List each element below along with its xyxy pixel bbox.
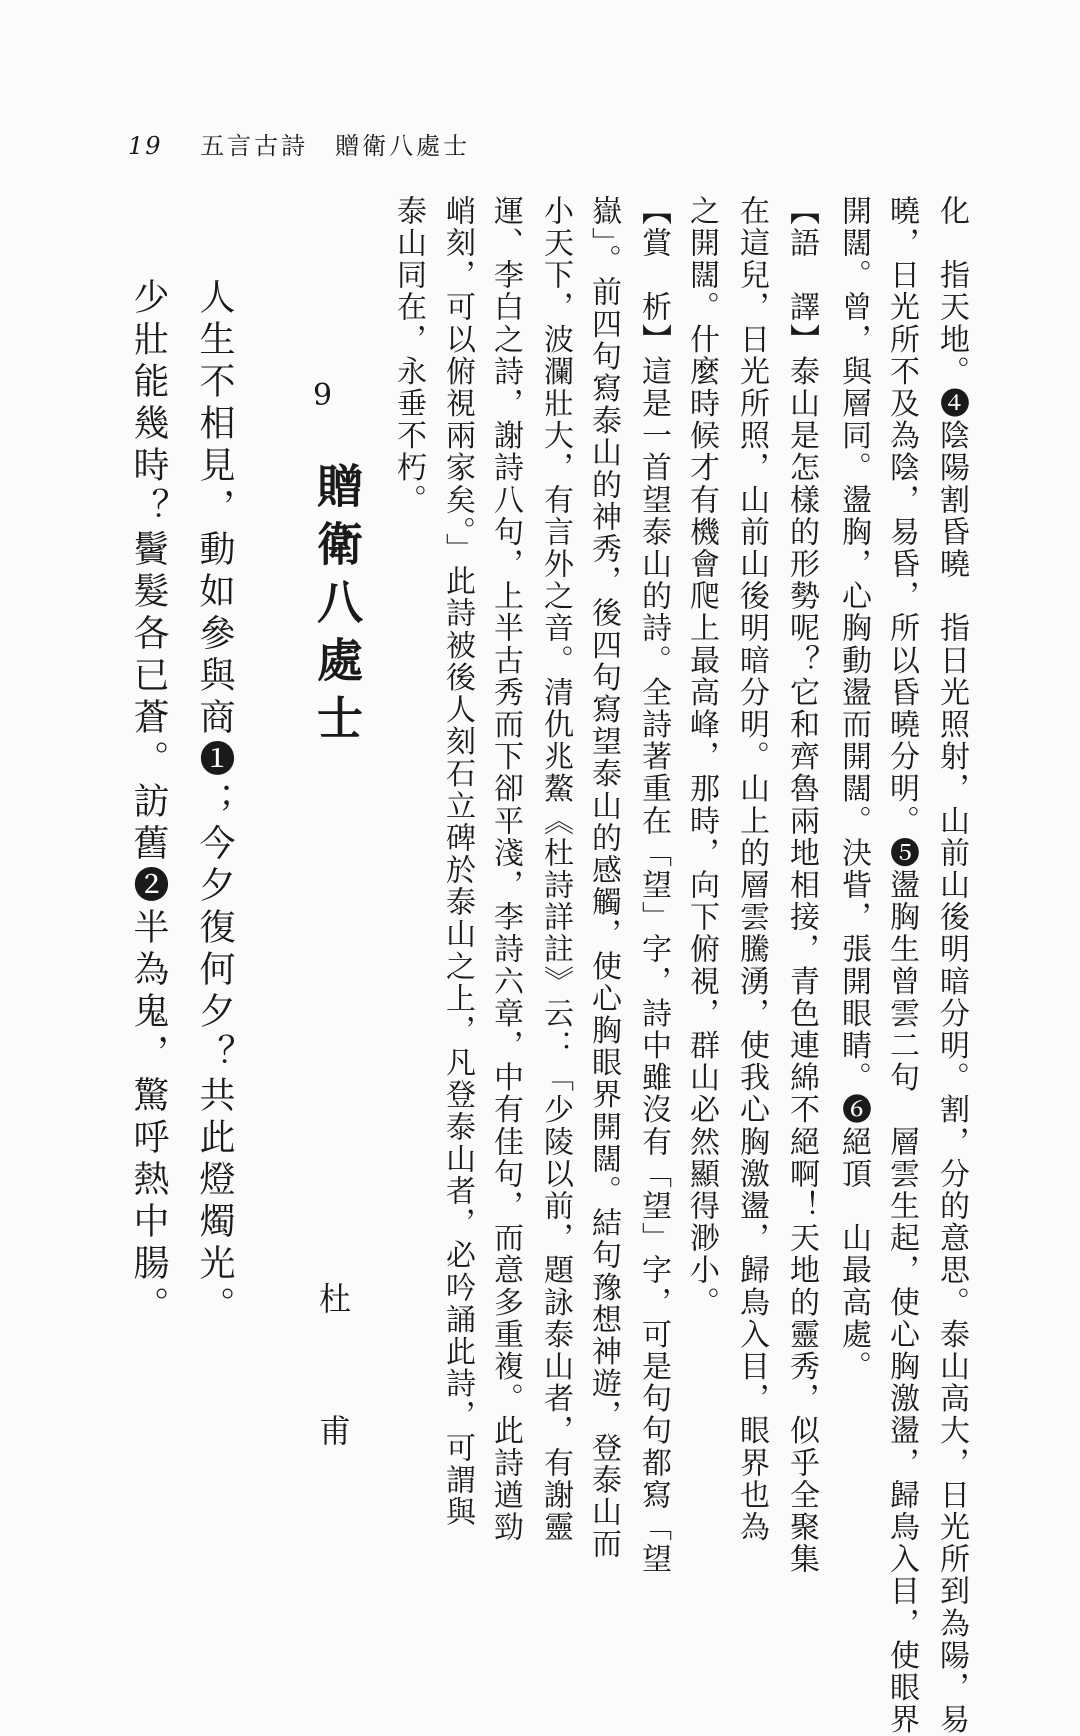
running-header bbox=[128, 126, 470, 161]
appreciation-line: 運、李白之詩，謝詩八句，上半古秀而下卻平淺，李詩六章，中有佳句，而意多重複。此詩遒勁 bbox=[488, 195, 523, 1544]
appreciation-line: 泰山同在，永垂不朽。 bbox=[391, 195, 426, 516]
note-line: 曉，日光所不及為陰，易昏，所以昏曉分明。❺盪胸生曾雲二句 層雲生起，使心胸激盪，歸鳥入目，使眼界 bbox=[884, 195, 919, 1736]
running-title: 五言古詩 贈衛八處士 bbox=[200, 132, 471, 160]
translation-line: 之開闊。什麼時候才有機會爬上最高峰，那時，向下俯視，群山必然顯得渺小。 bbox=[684, 195, 719, 1319]
poem-line: 少壯能幾時？鬢髮各已蒼。訪舊❷半為鬼，驚呼熱中腸。 bbox=[128, 278, 169, 1328]
appreciation-line: 嶽」。前四句寫泰山的神秀，後四句寫望泰山的感觸，使心胸眼界開闊。結句豫想神遊，登泰山而 bbox=[586, 195, 621, 1561]
page-number: 19 bbox=[128, 132, 163, 160]
appreciation-line: 峭刻，可以俯視兩家矣。」此詩被後人刻石立碑於泰山之上，凡登泰山者，必吟誦此詩，可謂與 bbox=[440, 195, 475, 1529]
translation-line: 【語 譯】泰山是怎樣的形勢呢？它和齊魯兩地相接，青色連綿不絕啊！天地的靈秀，似乎全聚集 bbox=[784, 195, 819, 1576]
note-line: 開闊。曾，與層同。盪胸，心胸動盪而開闊。決眥，張開眼睛。❻絕頂 山最高處。 bbox=[836, 195, 871, 1383]
poem-author: 杜 甫 bbox=[314, 1282, 352, 1480]
translation-line: 在這兒，日光所照，山前山後明暗分明。山上的層雲騰湧，使我心胸激盪，歸鳥入目，眼界也為 bbox=[734, 195, 769, 1544]
poem-number: 9 bbox=[313, 378, 333, 413]
appreciation-line: 【賞 析】這是一首望泰山的詩。全詩著重在「望」字，詩中雖沒有「望」字，可是句句都寫「望 bbox=[636, 195, 671, 1576]
note-line: 化 指天地。❹陰陽割昏曉 指日光照射，山前山後明暗分明。割，分的意思。泰山高大，日光所到為陽，易 bbox=[934, 195, 969, 1736]
poem-line: 人生不相見，動如參與商❶；今夕復何夕？共此燈燭光。 bbox=[194, 278, 235, 1328]
poem-title: 贈衛八處士 bbox=[310, 462, 364, 752]
appreciation-line: 小天下，波瀾壯大，有言外之音。清仇兆鰲《杜詩詳註》云：「少陵以前，題詠泰山者，有謝靈 bbox=[538, 195, 573, 1544]
